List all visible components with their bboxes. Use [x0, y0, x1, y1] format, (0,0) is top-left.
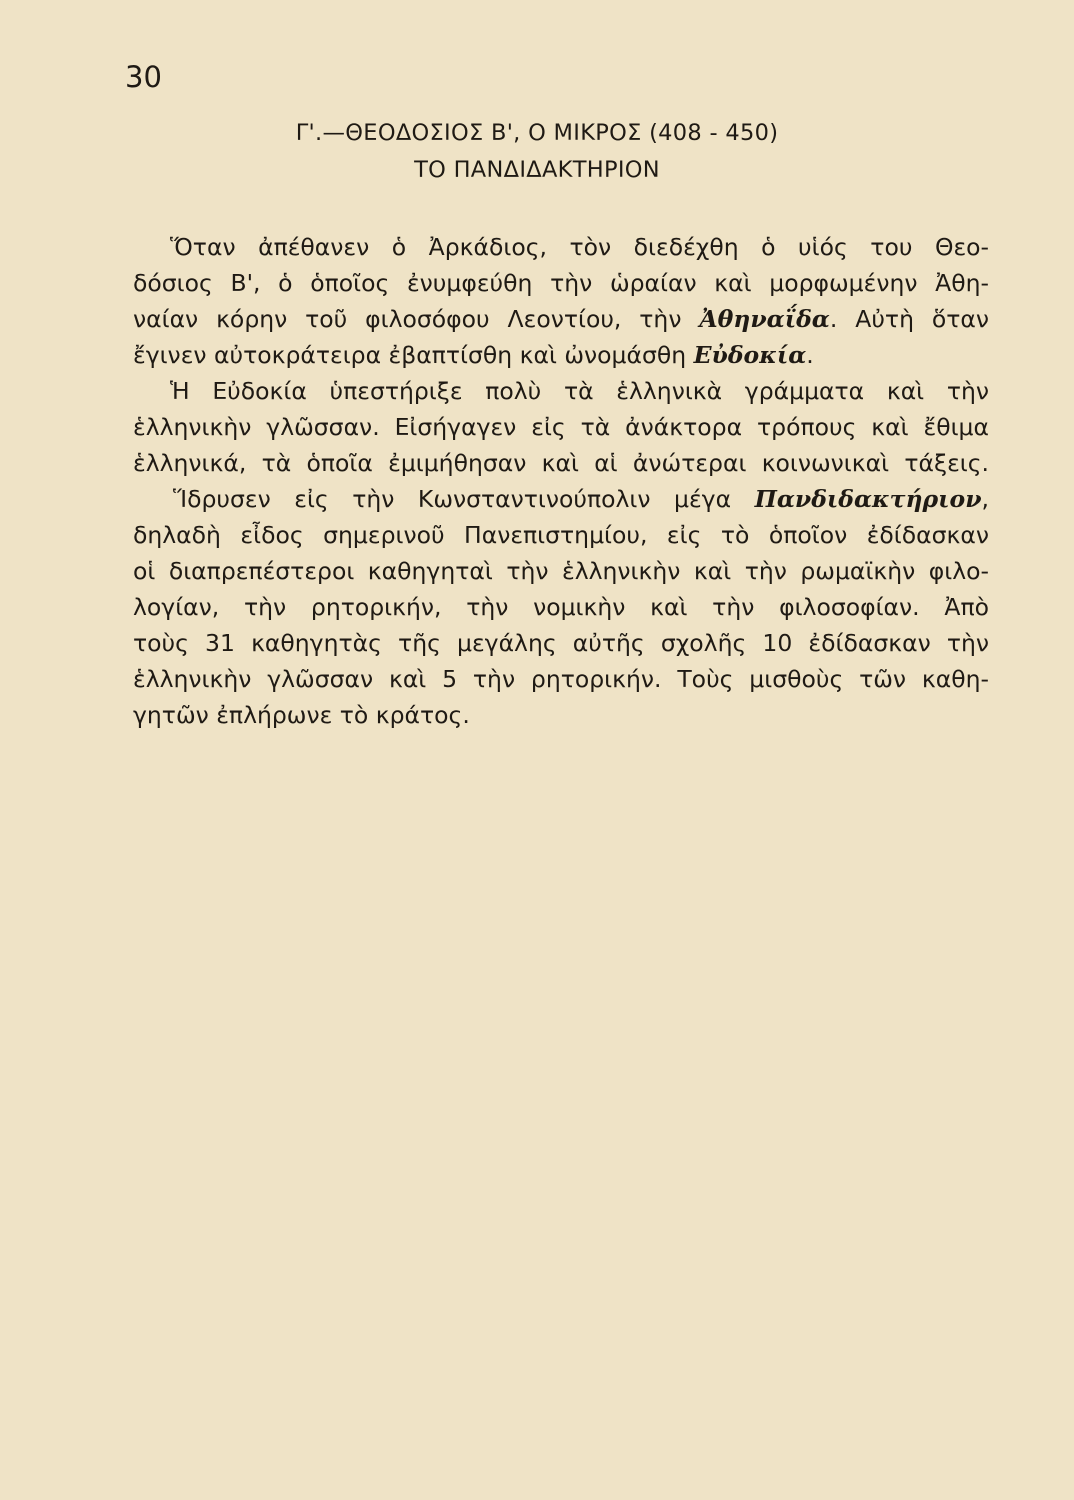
text-line [133, 304, 989, 334]
text-segment: οἱ διαπρεπέστεροι καθηγηταὶ τὴν ἑλληνικὴν καὶ τὴν ρωμαϊκὴν φιλο- [133, 557, 989, 585]
text-line [133, 700, 989, 730]
text-line [133, 556, 989, 586]
text-line [133, 520, 989, 550]
text-line [133, 412, 989, 442]
text-segment: δόσιος Β', ὁ ὁποῖος ἐνυμφεύθη τὴν ὡραίαν καὶ μορφωμένην Ἀθη- [133, 269, 989, 297]
text-segment: Ἵδρυσεν εἰς τὴν Κωνσταντινούπολιν μέγα [173, 485, 755, 513]
text-segment: . [806, 341, 814, 369]
text-segment: ἔγινεν αὐτοκράτειρα ἐβαπτίσθη καὶ ὠνομάσθη [133, 341, 694, 369]
text-line [173, 484, 989, 514]
text-segment: , [981, 485, 989, 513]
text-segment: τοὺς 31 καθηγητὰς τῆς μεγάλης αὐτῆς σχολῆς 10 ἐδίδασκαν τὴν [133, 629, 989, 657]
text-segment: λογίαν, τὴν ρητορικήν, τὴν νομικὴν καὶ τὴν φιλοσοφίαν. Ἀπὸ [133, 593, 989, 621]
chapter-subtitle: ΤΟ ΠΑΝΔΙΔΑΚΤΗΡΙΟΝ [414, 157, 660, 183]
text-line [133, 448, 989, 478]
text-segment: δηλαδὴ εἶδος σημερινοῦ Πανεπιστημίου, εἰς τὸ ὁποῖον ἐδίδασκαν [133, 521, 989, 549]
text-segment: Ὅταν ἀπέθανεν ὁ Ἀρκάδιος, τὸν διεδέχθη ὁ υἱός του Θεο- [170, 233, 989, 261]
emphasized-name: Πανδιδακτήριον [754, 485, 982, 513]
text-segment: ἑλληνικὴν γλῶσσαν καὶ 5 τὴν ρητορικήν. Τοὺς μισθοὺς τῶν καθη- [133, 665, 989, 693]
text-segment: Ἡ Εὐδοκία ὑπεστήριξε πολὺ τὰ ἑλληνικὰ γράμματα καὶ τὴν [170, 377, 989, 405]
text-line [133, 664, 989, 694]
text-segment: ἑλληνικά, τὰ ὁποῖα ἐμιμήθησαν καὶ αἱ ἀνώτεραι κοινωνικαὶ τάξεις. [133, 449, 989, 477]
emphasized-name: Εὐδοκία [693, 341, 807, 369]
page-number: 30 [125, 60, 162, 94]
text-segment: ναίαν κόρην τοῦ φιλοσόφου Λεοντίου, τὴν [133, 305, 700, 333]
text-segment: γητῶν ἐπλήρωνε τὸ κράτος. [133, 701, 470, 729]
text-segment: ἑλληνικὴν γλῶσσαν. Εἰσήγαγεν εἰς τὰ ἀνάκτορα τρόπους καὶ ἔθιμα [133, 413, 989, 441]
text-line [170, 376, 989, 406]
text-line [133, 268, 989, 298]
text-line [133, 628, 989, 658]
emphasized-name: Ἀθηναΐδα [699, 305, 830, 333]
text-line [133, 592, 989, 622]
text-line [170, 232, 989, 262]
text-segment: . Αὐτὴ ὅταν [829, 305, 989, 333]
chapter-title: Γ'.—ΘΕΟΔΟΣΙΟΣ Β', Ο ΜΙΚΡΟΣ (408 - 450) [295, 120, 779, 146]
text-line [133, 340, 989, 370]
